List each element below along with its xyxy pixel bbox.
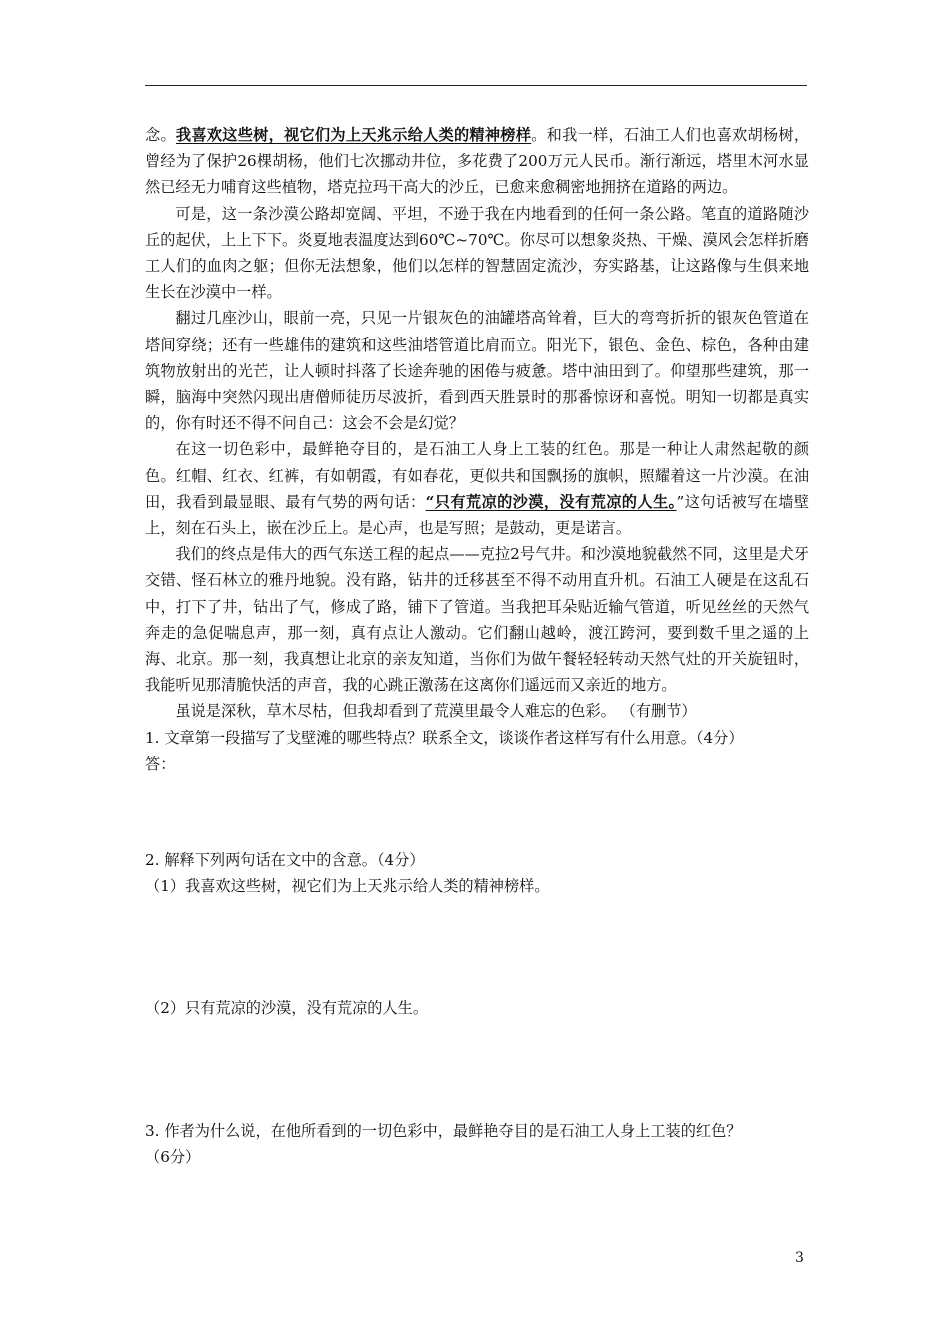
- paragraph-6: 虽说是深秋，草木尽枯，但我却看到了荒漠里最令人难忘的色彩。 （有删节）: [175, 702, 697, 721]
- header-rule: [145, 85, 807, 86]
- underlined-sentence-trees: 我喜欢这些树，视它们为上天兆示给人类的精神榜样: [175, 126, 532, 144]
- question-1: 1. 文章第一段描写了戈壁滩的哪些特点？联系全文，谈谈作者这样写有什么用意。（4分）: [145, 728, 744, 747]
- paragraph-1: [145, 122, 809, 201]
- article-body: [145, 122, 809, 1170]
- question-3-points: （6分）: [145, 1147, 201, 1166]
- question-3: 3. 作者为什么说，在他所看到的一切色彩中，最鲜艳夺目的是石油工人身上工装的红色？: [145, 1121, 742, 1140]
- question-2: 2. 解释下列两句话在文中的含意。（4分）: [145, 851, 425, 870]
- paragraph-5: 我们的终点是伟大的西气东送工程的起点——克拉2号气井。和沙漠地貌截然不同，这里是犬牙交错、怪石林立的雅丹地貌。没有路，钻井的迁移甚至不得不动用直升机。石油工人硬是在这乱石中，打下了井，钻出了气，修成了路，铺下了管道。当我把耳朵贴近输气管道，听见丝丝的天然气奔走的急促喘息声，那一刻，真有点让人激动。它们翻山越岭，渡江跨河，要到数千里之遥的上海、北京。那一刻，我真想让北京的亲友知道，当你们为做午餐轻轻转动天然气灶的开关旋钮时，我能听见那清脆快活的声音，我的心跳正激荡在这离你们遥远而又亲近的地方。: [145, 545, 809, 695]
- p1-pre: 念。: [145, 126, 176, 144]
- p4-pre: 在这一切色彩中，最鲜艳夺目的，是石油工人身上工装的红色。那是一种让人肃然起敬的颜色。红帽、红衣、红裤，有如朝霞，有如春花，更似共和国飘扬的旗帜，照耀着这一片沙漠。在油田，我看到最显眼、最有气势的两句话：: [145, 440, 809, 511]
- answer-space-2-1: [145, 899, 809, 995]
- paragraph-3: 翻过几座沙山，眼前一亮，只见一片银灰色的油罐塔高耸着，巨大的弯弯折折的银灰色管道在塔间穿绕；还有一些雄伟的建筑和这些油塔管道比肩而立。阳光下，银色、金色、棕色，各种由建筑物放射出的光芒，让人顿时抖落了长途奔驰的困倦与疲惫。塔中油田到了。仰望那些建筑，那一瞬，脑海中突然闪现出唐僧师徒历尽波折，看到西天胜景时的那番惊讶和喜悦。明知一切都是真实的，你有时还不得不问自己：这会不会是幻觉？: [145, 309, 809, 433]
- answer-space-2-2: [145, 1022, 809, 1118]
- underlined-sentence-desert: “只有荒凉的沙漠，没有荒凉的人生。: [425, 492, 677, 511]
- question-2-item-2: （2）只有荒凉的沙漠，没有荒凉的人生。: [145, 999, 429, 1018]
- page-number: 3: [795, 1250, 804, 1266]
- p1-post: 。和我一样，石油工人们也喜欢胡杨树，曾经为了保护26棵胡杨，他们七次挪动井位，多花费了200万元人民币。渐行渐远，塔里木河水显然已经无力哺育这些植物，塔克拉玛干高大的沙丘，已愈来愈稠密地拥挤在道路的两边。: [145, 126, 810, 197]
- question-2-item-1: （1）我喜欢这些树，视它们为上天兆示给人类的精神榜样。: [145, 877, 550, 896]
- paragraph-2: 可是，这一条沙漠公路却宽阔、平坦，不逊于我在内地看到的任何一条公路。笔直的道路随沙丘的起伏，上上下下。炎夏地表温度达到60℃~70℃。你尽可以想象炎热、干燥、漠风会怎样折磨工人们的血肉之躯；但你无法想象，他们以怎样的智慧固定流沙，夯实路基，让这路像与生俱来地生长在沙漠中一样。: [145, 204, 809, 302]
- p4-post: ”这句话被写在墙壁上，刻在石头上，嵌在沙丘上。是心声，也是写照；是鼓动，更是诺言。: [145, 492, 810, 538]
- paragraph-4: [145, 436, 809, 541]
- answer-space-1: [145, 777, 809, 847]
- question-1-answer-label: 答：: [145, 754, 176, 773]
